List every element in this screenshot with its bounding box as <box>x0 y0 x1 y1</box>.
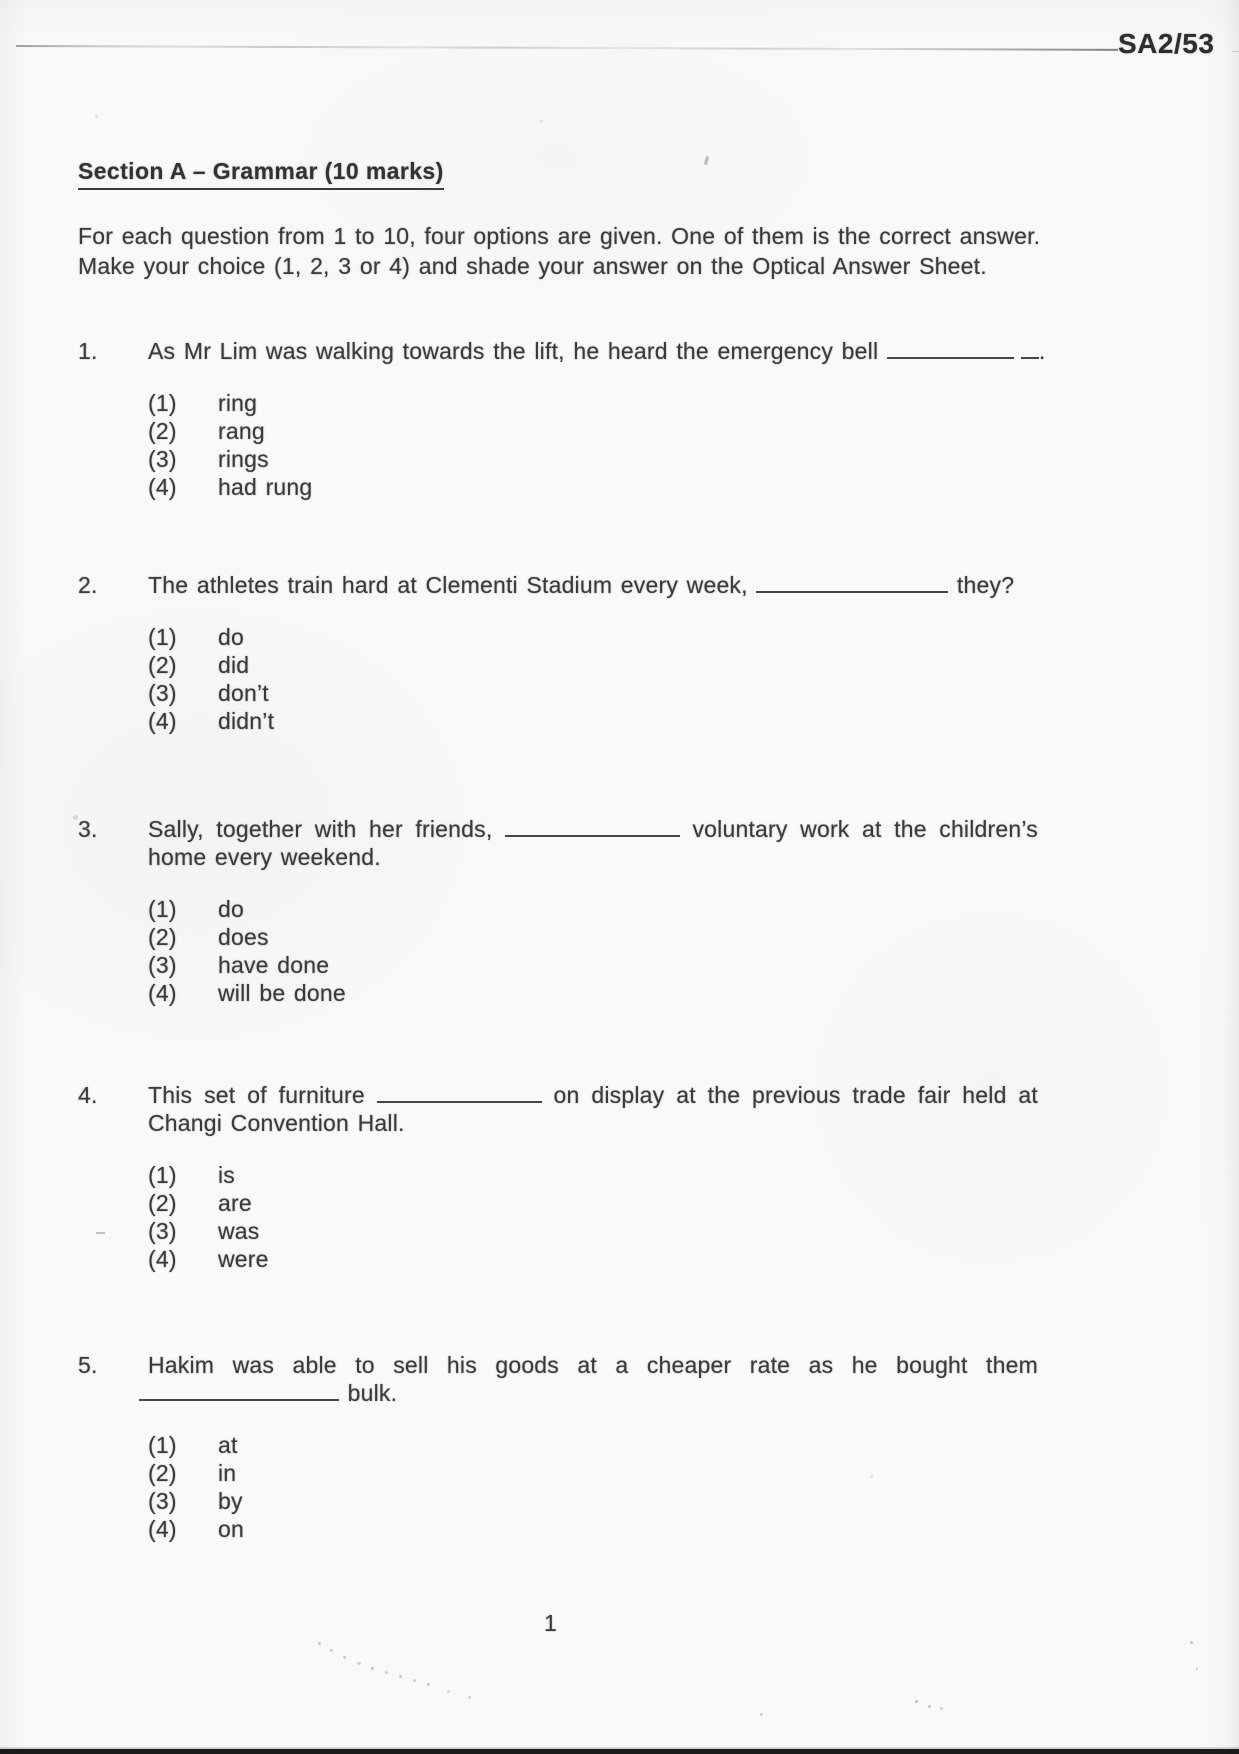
question-number: 5. <box>78 1352 98 1378</box>
scan-speckle <box>343 1656 346 1659</box>
answer-blank <box>887 353 1014 359</box>
instructions-line-2: Make your choice (1, 2, 3 or 4) and shade your answer on the Optical Answer Sheet. <box>78 253 987 279</box>
question-text: The athletes train hard at Clementi Stadium every week, they? <box>148 572 1015 598</box>
option-label: was <box>218 1218 260 1244</box>
scan-speckle <box>704 156 709 165</box>
option-label: at <box>218 1432 238 1458</box>
scan-speckle <box>318 1642 321 1645</box>
option-row: (4) will be done <box>148 980 346 1006</box>
scan-edge-strip <box>0 1749 1239 1754</box>
answer-blank <box>756 587 948 593</box>
option-label: will be done <box>218 980 346 1006</box>
scan-speckle <box>73 815 78 820</box>
option-label: are <box>218 1190 252 1216</box>
scan-speckle <box>540 120 543 123</box>
question-number: 1. <box>78 338 98 364</box>
option-row: (2) rang <box>148 418 265 444</box>
options-list <box>148 1431 1038 1543</box>
scan-speckle <box>385 1671 388 1674</box>
option-label: does <box>218 924 269 950</box>
option-label: didn’t <box>218 708 275 734</box>
answer-blank <box>139 1395 339 1401</box>
question-3 <box>78 815 1040 1007</box>
option-row: (2) did <box>148 652 250 678</box>
option-label: rang <box>218 418 265 444</box>
option-row: (2) in <box>148 1460 237 1486</box>
page-number: 1 <box>544 1610 557 1636</box>
paper-code: SA2/53 <box>1118 28 1215 59</box>
option-label: ring <box>218 390 258 416</box>
options-list <box>148 623 1038 735</box>
instructions-line-1: For each question from 1 to 10, four options are given. One of them is the correct answer. <box>78 223 1041 249</box>
instructions <box>78 221 1158 281</box>
question-text-line-2: Changi Convention Hall. <box>148 1110 405 1136</box>
question-2 <box>78 571 1040 735</box>
option-row: (2) does <box>148 924 269 950</box>
option-row: (3) by <box>148 1488 243 1514</box>
option-label: in <box>218 1460 237 1486</box>
options-list <box>148 389 1038 501</box>
scan-speckle <box>447 1690 450 1693</box>
option-label: do <box>218 624 244 650</box>
scan-speckle <box>1196 1667 1198 1670</box>
option-row: (1) is <box>148 1162 236 1188</box>
scan-speckle <box>468 1696 471 1699</box>
question-text-line-2: home every weekend. <box>148 844 381 870</box>
option-row: (3) was <box>148 1218 260 1244</box>
question-text-line-1: Hakim was able to sell his goods at a cheaper rate as he bought them <box>148 1352 1038 1378</box>
options-list <box>148 1161 1038 1273</box>
option-label: by <box>218 1488 243 1514</box>
scan-speckle <box>915 1700 918 1703</box>
answer-blank <box>377 1097 542 1103</box>
scan-speckle <box>1190 1641 1193 1644</box>
question-4 <box>78 1081 1040 1273</box>
option-label: did <box>218 652 250 678</box>
option-row: (3) rings <box>148 446 269 472</box>
scan-speckle <box>870 1475 873 1478</box>
scan-speckle <box>357 1662 361 1665</box>
option-row: (4) on <box>148 1516 244 1542</box>
option-label: on <box>218 1516 244 1542</box>
option-label: do <box>218 896 244 922</box>
option-row: (4) had rung <box>148 474 313 500</box>
question-number: 2. <box>78 572 98 598</box>
option-row: (3) have done <box>148 952 330 978</box>
scan-speckle <box>760 1713 763 1716</box>
answer-blank-fragment <box>1021 353 1039 359</box>
option-label: is <box>218 1162 236 1188</box>
question-number: 3. <box>78 816 98 842</box>
header-rule-line <box>16 45 1118 51</box>
option-row: (4) didn’t <box>148 708 275 734</box>
scan-speckle <box>940 1707 943 1710</box>
options-list <box>148 895 1038 1007</box>
option-row: (1) at <box>148 1432 238 1458</box>
option-row: (1) do <box>148 896 244 922</box>
option-label: had rung <box>218 474 313 500</box>
scan-speckle <box>96 1232 105 1234</box>
option-row: (2) are <box>148 1190 252 1216</box>
answer-blank <box>505 831 680 837</box>
question-number: 4. <box>78 1082 98 1108</box>
question-5 <box>78 1351 1040 1543</box>
option-row: (1) do <box>148 624 244 650</box>
option-row: (1) ring <box>148 390 258 416</box>
question-text-line-1: This set of furniture on display at the previous trade fair held at <box>148 1082 1039 1108</box>
option-row: (4) were <box>148 1246 269 1272</box>
scan-speckle <box>95 115 98 118</box>
scan-speckle <box>427 1683 430 1686</box>
section-title: Section A – Grammar (10 marks) <box>78 158 444 190</box>
question-text-line-1: Sally, together with her friends, voluntary work at the children’s <box>148 816 1038 842</box>
question-1 <box>78 337 1046 501</box>
option-label: rings <box>218 446 269 472</box>
scan-speckle <box>371 1667 374 1670</box>
option-label: don’t <box>218 680 269 706</box>
question-text-line-2: bulk. <box>148 1379 1038 1407</box>
scan-speckle <box>413 1679 416 1682</box>
scan-speckle <box>330 1649 333 1652</box>
scan-speckle <box>928 1705 931 1708</box>
scan-speckle <box>399 1675 402 1678</box>
option-label: have done <box>218 952 330 978</box>
header-rule-line-tail <box>1232 51 1239 52</box>
question-text: As Mr Lim was walking towards the lift, he heard the emergency bell . <box>148 338 1046 364</box>
option-label: were <box>218 1246 269 1272</box>
option-row: (3) don’t <box>148 680 269 706</box>
